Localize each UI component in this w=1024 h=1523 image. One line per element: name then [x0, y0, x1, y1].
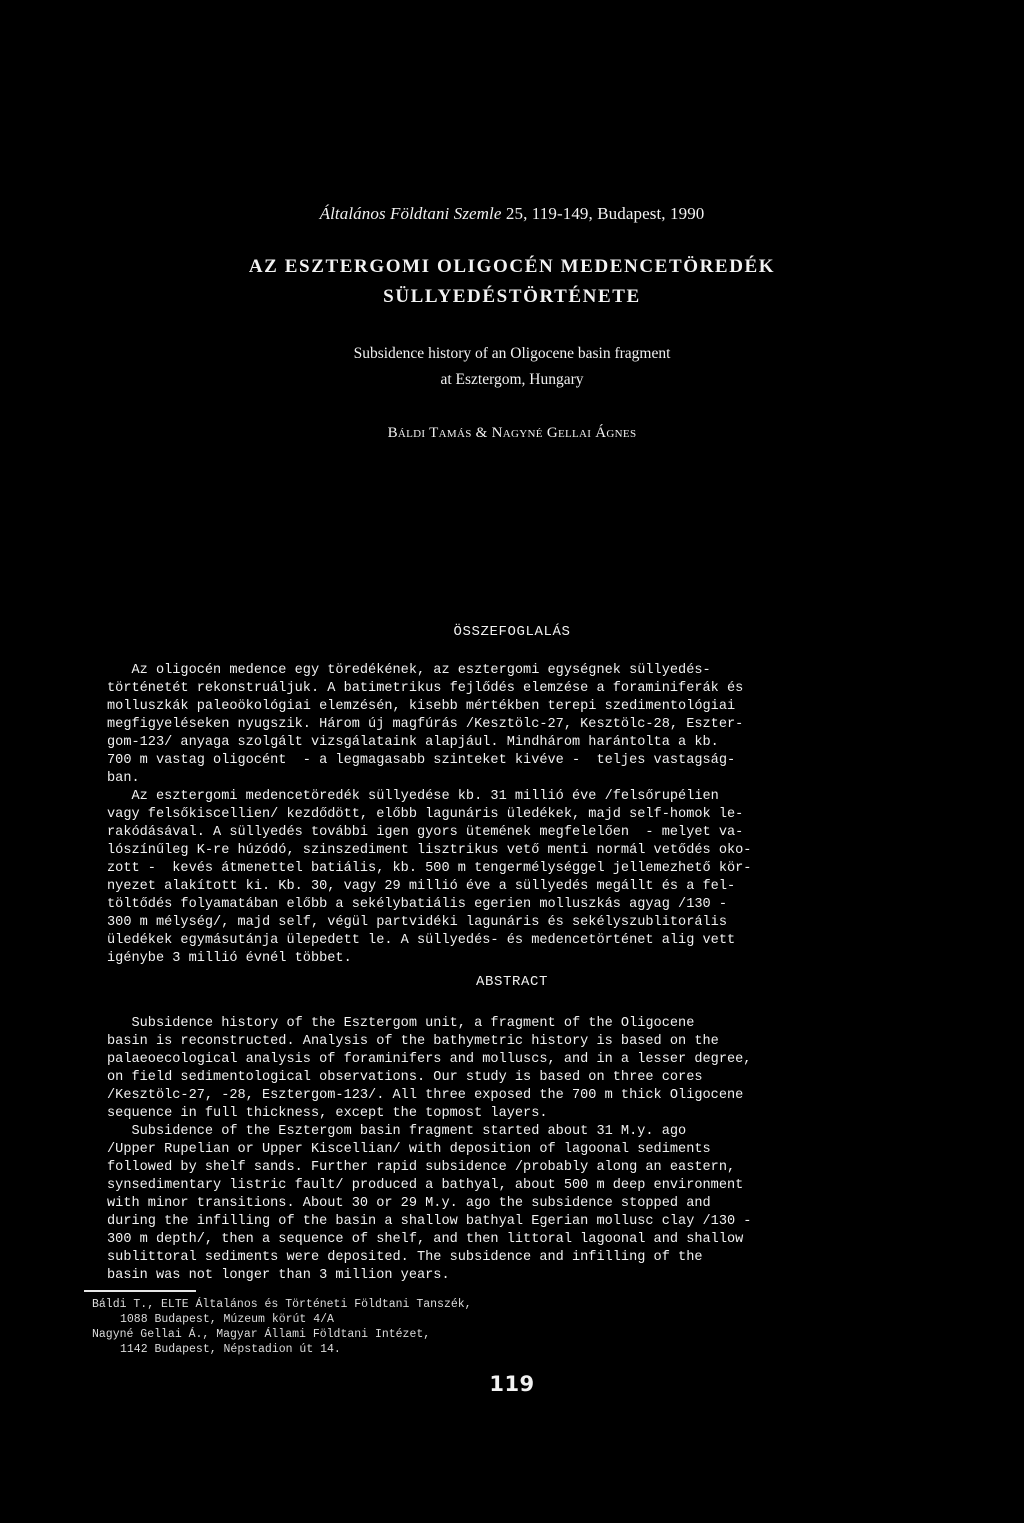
footnote-line: 1088 Budapest, Múzeum körút 4/A: [120, 1313, 334, 1326]
footnote-rule: [84, 1290, 196, 1292]
summary-line: ban.: [107, 771, 140, 786]
summary-line: 700 m vastag oligocént - a legmagasabb szinteket kivéve - teljes vastagság-: [107, 753, 736, 768]
title-line-1: AZ ESZTERGOMI OLIGOCÉN MEDENCETÖREDÉK: [248, 256, 776, 277]
summary-line: 300 m mélység/, majd self, végül partvidéki lagunáris és sekélyszublitorális: [107, 915, 727, 930]
summary-line: vagy felsőkiscellien/ kezdődött, előbb lagunáris üledékek, majd self-homok le-: [107, 807, 744, 822]
authors: Báldi Tamás & Nagyné Gellai Ágnes: [387, 425, 637, 441]
abstract-line: sublittoral sediments were deposited. The subsidence and infilling of the: [107, 1250, 703, 1265]
summary-heading: ÖSSZEFOGLALÁS: [453, 624, 571, 640]
summary-line: rakódásával. A süllyedés további igen gyors ütemének megfelelően - melyet va-: [107, 825, 744, 840]
abstract-line: followed by shelf sands. Further rapid subsidence /probably along an eastern,: [107, 1160, 736, 1175]
summary-line: gom-123/ anyaga szolgált vizsgálataink alapjául. Mindhárom harántolta a kb.: [107, 735, 719, 750]
summary-line: történetét rekonstruáljuk. A batimetrikus fejlődés elemzése a foraminiferák és: [107, 681, 744, 696]
summary-line: megfigyeléseken nyugszik. Három új magfúrás /Kesztölc-27, Kesztölc-28, Eszter-: [107, 717, 744, 732]
abstract-line: /Upper Rupelian or Upper Kiscellian/ with deposition of lagoonal sediments: [107, 1142, 711, 1157]
summary-line: töltődés folyamatában előbb a sekélybatiális egerien molluszkás agyag /130 -: [107, 897, 727, 912]
page-number: 119: [489, 1372, 535, 1396]
abstract-line: synsedimentary listric fault/ produced a bathyal, about 500 m deep environment: [107, 1178, 744, 1193]
abstract-line: with minor transitions. About 30 or 29 M.y. ago the subsidence stopped and: [107, 1196, 711, 1211]
footnote-line: Báldi T., ELTE Általános és Történeti Földtani Tanszék,: [92, 1298, 472, 1311]
summary-line: nyezet alakított ki. Kb. 30, vagy 29 millió éve a süllyedés megállt és a fel-: [107, 879, 736, 894]
summary-line: Az oligocén medence egy töredékének, az esztergomi egységnek süllyedés-: [107, 663, 711, 678]
abstract-line: /Kesztölc-27, -28, Esztergom-123/. All three exposed the 700 m thick Oligocene: [107, 1088, 744, 1103]
summary-line: igénybe 3 millió évnél többet.: [107, 951, 352, 966]
subtitle-line-2: at Esztergom, Hungary: [440, 371, 584, 388]
subtitle-line-1: Subsidence history of an Oligocene basin fragment: [353, 345, 671, 362]
abstract-line: Subsidence history of the Esztergom unit, a fragment of the Oligocene: [107, 1016, 695, 1031]
abstract-line: Subsidence of the Esztergom basin fragment started about 31 M.y. ago: [107, 1124, 687, 1139]
summary-line: lószínűleg K-re húzódó, szinszediment lisztrikus vető menti normál vetődés oko-: [107, 843, 752, 858]
summary-line: üledékek egymásutánja ülepedett le. A süllyedés- és medencetörténet alig vett: [107, 933, 736, 948]
journal-volume-pages: 25, 119-149, Budapest, 1990: [505, 204, 705, 223]
footnote-line: Nagyné Gellai Á., Magyar Állami Földtani Intézet,: [92, 1328, 431, 1341]
abstract-line: palaeoecological analysis of foraminifers and molluscs, and in a lesser degree,: [107, 1052, 752, 1067]
abstract-line: on field sedimentological observations. Our study is based on three cores: [107, 1070, 703, 1085]
summary-line: zott - kevés átmenettel batiális, kb. 500 m tengermélységgel jellemezhető kör-: [107, 861, 752, 876]
abstract-line: sequence in full thickness, except the topmost layers.: [107, 1106, 548, 1121]
title-line-2: SÜLLYEDÉSTÖRTÉNETE: [383, 286, 641, 307]
journal-citation: [0, 204, 1024, 224]
summary-line: Az esztergomi medencetöredék süllyedése kb. 31 millió éve /felsőrupélien: [107, 789, 719, 804]
abstract-line: basin was not longer than 3 million years.: [107, 1268, 450, 1283]
abstract-line: during the infilling of the basin a shallow bathyal Egerian mollusc clay /130 -: [107, 1214, 752, 1229]
journal-name: Általános Földtani Szemle: [319, 204, 502, 223]
footnote-line: 1142 Budapest, Népstadion út 14.: [120, 1343, 341, 1356]
abstract-heading: ABSTRACT: [475, 974, 548, 990]
summary-line: molluszkák paleoökológiai elemzésén, kisebb mértékben terepi szedimentológiai: [107, 699, 736, 714]
abstract-line: 300 m depth/, then a sequence of shelf, and then littoral lagoonal and shallow: [107, 1232, 744, 1247]
abstract-line: basin is reconstructed. Analysis of the bathymetric history is based on the: [107, 1034, 719, 1049]
